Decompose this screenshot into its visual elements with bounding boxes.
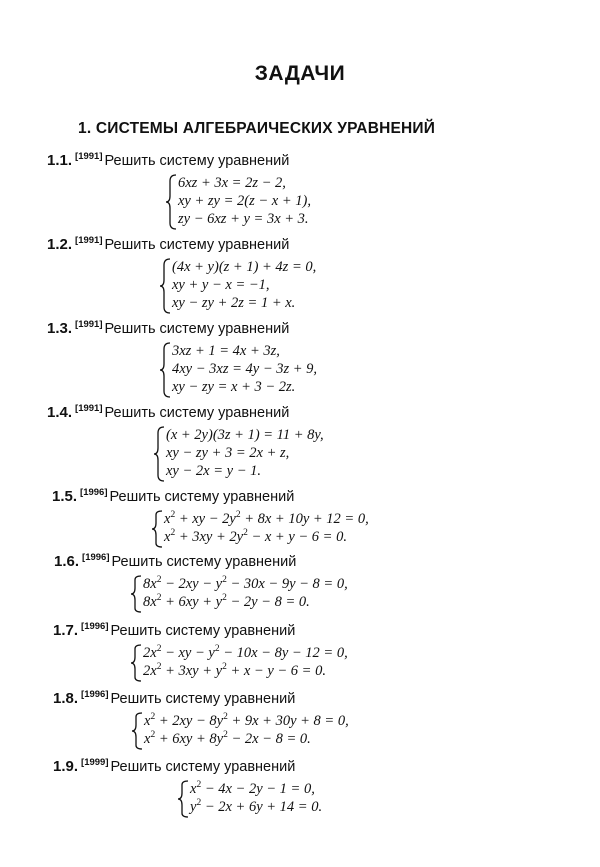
problem-number: 1.6. [54, 553, 80, 570]
problem-header [53, 690, 295, 708]
equation: 6xz + 3x = 2z − 2, [178, 175, 286, 191]
problem-header [47, 236, 289, 254]
equation-system [166, 174, 311, 230]
equation: xy − zy + 3 = 2x + z, [166, 445, 290, 461]
problem-statement: Решить систему уравнений [110, 691, 296, 707]
problem-header [52, 488, 294, 506]
page-heading: ЗАДАЧИ [254, 62, 346, 85]
problem-number: 1.8. [53, 690, 79, 707]
problem-number: 1.3. [47, 320, 73, 337]
problem-statement: Решить систему уравнений [110, 623, 296, 639]
system-brace [178, 780, 190, 818]
problem-year: [1996] [81, 689, 109, 700]
equation-system [160, 342, 317, 398]
equation-system [178, 780, 322, 818]
equation: $x^2 - 4x - 2y - 1 = 0$, [190, 780, 315, 797]
equation: $8x^2 - 2xy - y^2 - 30x - 9y - 8 = 0$, [143, 575, 348, 592]
equation: $y^2 - 2x + 6y + 14 = 0$. [190, 798, 323, 815]
problem-number: 1.9. [53, 758, 79, 775]
system-brace [132, 712, 144, 750]
equation: xy + y − x = −1, [172, 277, 270, 293]
problem-year: [1996] [81, 621, 109, 632]
equation-system [131, 644, 348, 682]
equation: (4x + y)(z + 1) + 4z = 0, [172, 259, 317, 275]
problem-statement: Решить систему уравнений [109, 489, 295, 505]
problem-statement: Решить систему уравнений [104, 153, 290, 169]
problem-statement: Решить систему уравнений [104, 405, 290, 421]
equation: xy − zy = x + 3 − 2z. [172, 379, 296, 395]
equation: xy − zy + 2z = 1 + x. [172, 295, 296, 311]
equation: xy + zy = 2(z − x + 1), [178, 193, 311, 209]
equation: xy − 2x = y − 1. [166, 463, 261, 479]
problem-year: [1991] [75, 403, 103, 414]
problem-year: [1996] [82, 552, 110, 563]
problem-header [53, 758, 295, 776]
equation-system [152, 510, 369, 548]
equation: $x^2 + 3xy + 2y^2 - x + y - 6 = 0$. [164, 528, 347, 545]
equation-system [154, 426, 324, 482]
problem-year: [1991] [75, 151, 103, 162]
system-brace [131, 575, 143, 613]
system-brace [166, 174, 178, 230]
equation-system [132, 712, 349, 750]
equation: $2x^2 + 3xy + y^2 + x - y - 6 = 0$. [143, 662, 326, 679]
equation: (x + 2y)(3z + 1) = 11 + 8y, [166, 427, 324, 443]
problem-year: [1999] [81, 757, 109, 768]
system-brace [160, 258, 172, 314]
problem-statement: Решить систему уравнений [104, 321, 290, 337]
problem-number: 1.1. [47, 152, 73, 169]
equation: $x^2 + 6xy + 8y^2 - 2x - 8 = 0$. [144, 730, 311, 747]
equation-system [160, 258, 316, 314]
problem-header [47, 320, 289, 338]
problem-header [54, 553, 296, 571]
system-brace [160, 342, 172, 398]
equation: 3xz + 1 = 4x + 3z, [172, 343, 280, 359]
problem-header [47, 152, 289, 170]
equation-system [131, 575, 348, 613]
problem-statement: Решить систему уравнений [110, 759, 296, 775]
equation: $2x^2$ − xy − $y^2 - 10x - 8y - 12 = 0$, [143, 644, 348, 661]
equation: 4xy − 3xz = 4y − 3z + 9, [172, 361, 318, 377]
system-brace [154, 426, 166, 482]
problem-year: [1991] [75, 235, 103, 246]
problem-number: 1.2. [47, 236, 73, 253]
equation: $8x^2 + 6xy + y^2 - 2y - 8 = 0$. [143, 593, 310, 610]
problem-number: 1.7. [53, 622, 79, 639]
problem-year: [1991] [75, 319, 103, 330]
equation: zy − 6xz + y = 3x + 3. [178, 211, 309, 227]
equation: $x^2 + 2xy - 8y^2 + 9x + 30y + 8 = 0$, [144, 712, 349, 729]
section-title: 1. СИСТЕМЫ АЛГЕБРАИЧЕСКИХ УРАВНЕНИЙ [78, 120, 436, 137]
problem-number: 1.5. [52, 488, 78, 505]
system-brace [131, 644, 143, 682]
system-brace [152, 510, 164, 548]
problem-year: [1996] [80, 487, 108, 498]
problem-number: 1.4. [47, 404, 73, 421]
problem-header [53, 622, 295, 640]
problem-statement: Решить систему уравнений [104, 237, 290, 253]
problem-header [47, 404, 289, 422]
equation: $x^2$ + xy − $2y^2 + 8x + 10y + 12 = 0$, [164, 510, 369, 527]
problem-statement: Решить систему уравнений [111, 554, 297, 570]
